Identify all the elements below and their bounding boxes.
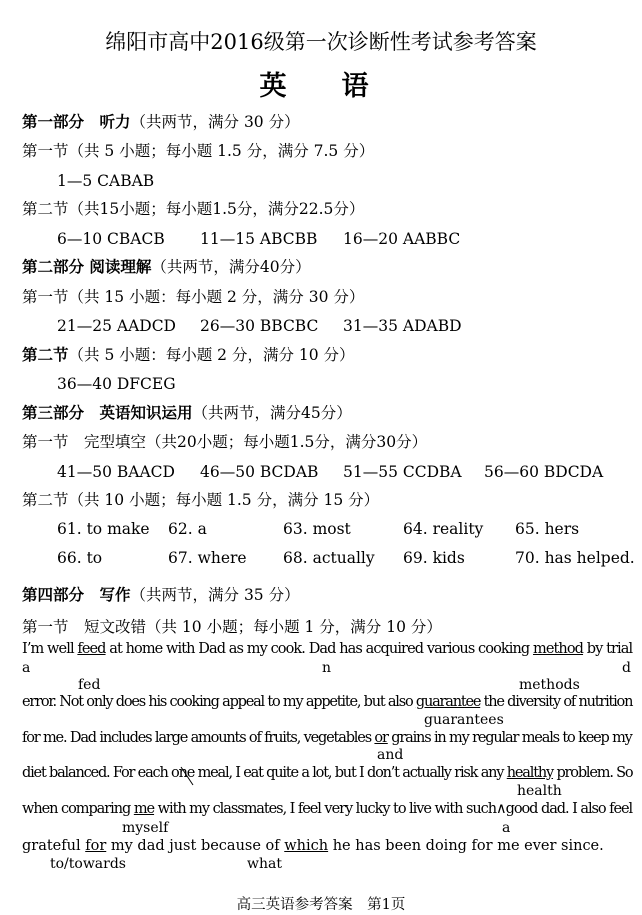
grammar-answer: 65. hers: [515, 520, 580, 538]
grammar-answer: 62. a: [168, 520, 207, 538]
error-word: or: [374, 730, 388, 746]
part2-row: [22, 257, 311, 277]
error-word: feed: [77, 641, 106, 657]
grammar-answer: 66. to: [57, 549, 103, 567]
grammar-answer: 61. to make: [57, 520, 150, 538]
part2-sec2-heading: 第二节: [22, 345, 69, 364]
part1-sec2-answer: 11—15 ABCBB: [200, 230, 318, 248]
passage-line: diet balanced. For each one meal, I eat quite a lot, but I don’t actually risk any healthy problem. So: [22, 764, 632, 782]
grammar-answer: 68. actually: [283, 549, 375, 567]
subject-title: 英 语: [259, 71, 383, 102]
correction: health: [517, 783, 562, 799]
error-word: guarantee: [415, 694, 481, 710]
part1-sec2-answer: 16—20 AABBC: [343, 230, 461, 248]
correction: to/towards: [50, 856, 126, 872]
error-word: healthy: [506, 765, 554, 781]
part3-sec1-answer: 51—55 CCDBA: [343, 463, 462, 481]
grammar-answer: 63. most: [283, 520, 351, 538]
correction: a: [22, 660, 31, 676]
error-word: method: [532, 641, 584, 657]
grammar-answer: 70. has helped.: [515, 549, 635, 567]
correction: myself: [122, 820, 169, 836]
correction: fed: [78, 677, 101, 693]
part3-note: （共两节，满分45分）: [192, 404, 352, 422]
part3-sec2: 第二节（共 10 小题；每小题 1.5 分，满分 15 分）: [22, 491, 380, 509]
page-footer: 高三英语参考答案 第1页: [236, 897, 406, 913]
passage-line: error. Not only does his cooking appeal to my appetite, but also guarantee the diversity of nutrition: [22, 694, 633, 710]
correction: a: [502, 820, 511, 836]
part1-sec2: 第二节（共15小题；每小题1.5分，满分22.5分）: [22, 200, 365, 218]
passage-line: for me. Dad includes large amounts of fruits, vegetables or grains in my regular meals to keep my: [22, 730, 632, 746]
correction: what: [247, 856, 282, 872]
part2-sec2-answer: 36—40 DFCEG: [57, 375, 176, 393]
error-word: which: [284, 838, 329, 854]
part1-note: （共两节，满分 30 分）: [130, 113, 300, 131]
part3-heading: 第三部分 英语知识运用: [22, 403, 193, 422]
part3-sec1-answer: 41—50 BAACD: [57, 463, 175, 481]
correction: d: [622, 660, 631, 676]
struck-letters: ne: [179, 765, 195, 781]
correction: and: [377, 747, 404, 763]
part3-sec1: 第一节 完型填空（共20小题；每小题1.5分，满分30分）: [22, 433, 428, 451]
part1-sec1: 第一节（共 5 小题；每小题 1.5 分，满分 7.5 分）: [22, 142, 375, 160]
passage-line: grateful for my dad just because of which he has been doing for me ever since.: [22, 838, 604, 854]
correction: methods: [519, 677, 580, 693]
part2-note: （共两节，满分40分）: [151, 258, 311, 276]
part2-heading: 第二部分 阅读理解: [22, 257, 152, 276]
passage-line: when comparing me with my classmates, I feel very lucky to live with such∧good dad. I also feel: [22, 801, 633, 817]
part2-sec1-answer: 26—30 BBCBC: [200, 317, 319, 335]
passage-line: I’m well feed at home with Dad as my cook. Dad has acquired various cooking method by trial: [22, 641, 633, 657]
part2-sec2-row: [22, 345, 355, 365]
part2-sec1-answer: 31—35 ADABD: [343, 317, 462, 335]
grammar-answer: 67. where: [168, 549, 247, 567]
error-word: for: [85, 838, 107, 854]
part2-sec1-answer: 21—25 AADCD: [57, 317, 176, 335]
error-word: me: [133, 801, 155, 817]
part3-row: [22, 403, 352, 423]
correction: n: [322, 660, 332, 676]
correction: guarantees: [424, 712, 504, 728]
part2-sec1: 第一节（共 15 小题：每小题 2 分，满分 30 分）: [22, 288, 365, 306]
part1-sec1-answers: 1—5 CABAB: [57, 172, 155, 190]
part1-heading: 第一部分 听力: [22, 112, 131, 131]
deletion-mark: [179, 765, 197, 787]
part4-row: [22, 585, 300, 605]
part3-sec1-answer: 46—50 BCDAB: [200, 463, 319, 481]
part4-heading: 第四部分 写作: [22, 585, 131, 604]
part1-sec2-answer: 6—10 CBACB: [57, 230, 165, 248]
part3-sec1-answer: 56—60 BDCDA: [484, 463, 604, 481]
part4-note: （共两节，满分 35 分）: [130, 586, 300, 604]
grammar-answer: 69. kids: [403, 549, 465, 567]
grammar-answer: 64. reality: [403, 520, 484, 538]
part2-sec2-note: （共 5 小题：每小题 2 分，满分 10 分）: [68, 346, 355, 364]
page-title: 绵阳市高中2016级第一次诊断性考试参考答案: [105, 30, 537, 54]
part4-sec1: 第一节 短文改错（共 10 小题；每小题 1 分，满分 10 分）: [22, 618, 442, 636]
part1-row: [22, 112, 300, 132]
